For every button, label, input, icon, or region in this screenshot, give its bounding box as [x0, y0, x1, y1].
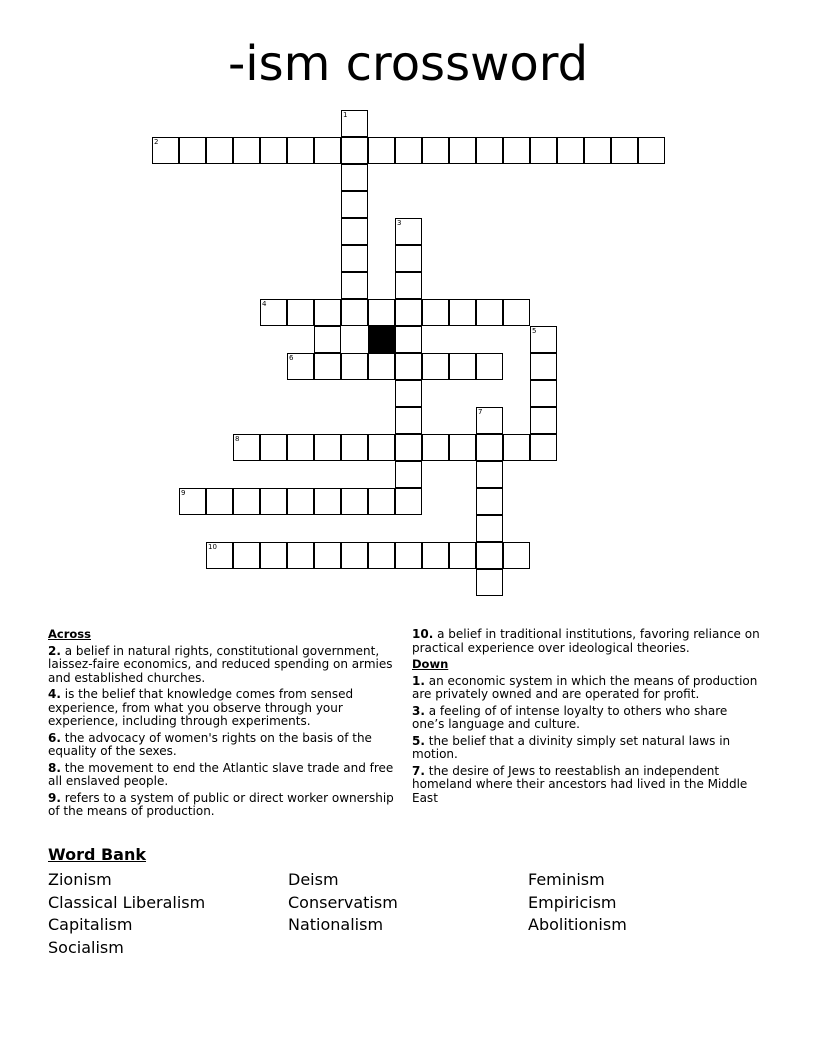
grid-cell[interactable] — [530, 137, 557, 164]
grid-cell[interactable] — [503, 542, 530, 569]
grid-cell[interactable] — [476, 299, 503, 326]
clue-number: 10 — [208, 543, 217, 551]
grid-cell[interactable] — [395, 299, 422, 326]
clue-item-number: 6. — [48, 730, 61, 745]
word-bank-item: Abolitionism — [528, 915, 627, 934]
clue-item-text: refers to a system of public or direct worker ownership of the means of production. — [48, 790, 394, 818]
grid-cell[interactable] — [368, 542, 395, 569]
grid-cell[interactable] — [530, 326, 557, 353]
word-bank-column-1 — [48, 869, 278, 959]
grid-cell[interactable] — [476, 353, 503, 380]
clue-item-number: 8. — [48, 760, 61, 775]
grid-cell[interactable] — [206, 542, 233, 569]
grid-cell[interactable] — [395, 542, 422, 569]
word-bank-item: Feminism — [528, 870, 605, 889]
grid-cell[interactable] — [422, 299, 449, 326]
grid-cell[interactable] — [287, 137, 314, 164]
grid-cell[interactable] — [611, 137, 638, 164]
clue-item — [48, 732, 398, 759]
word-bank-item: Nationalism — [288, 915, 384, 934]
word-bank-title: Word Bank — [48, 845, 147, 864]
clue-number: 4 — [262, 300, 267, 308]
word-bank-column-3 — [528, 869, 758, 937]
across-heading: Across — [48, 627, 91, 641]
clue-item — [412, 705, 762, 732]
grid-cell[interactable] — [449, 299, 476, 326]
clue-number: 2 — [154, 138, 159, 146]
grid-cell[interactable] — [314, 299, 341, 326]
grid-cell[interactable] — [287, 434, 314, 461]
clue-item-number: 3. — [412, 703, 425, 718]
grid-cell[interactable] — [314, 353, 341, 380]
word-bank-item: Classical Liberalism — [48, 892, 206, 912]
clue-item-number: 7. — [412, 763, 425, 778]
grid-cell[interactable] — [287, 488, 314, 515]
grid-cell[interactable] — [287, 542, 314, 569]
clue-number: 6 — [289, 354, 294, 362]
clue-item-text: a belief in traditional institutions, favoring reliance on practical experience over ideological theories. — [412, 627, 760, 655]
black-cell — [368, 326, 395, 353]
grid-cell[interactable] — [341, 299, 368, 326]
clues-right-column — [412, 628, 762, 808]
grid-cell[interactable] — [395, 461, 422, 488]
grid-cell[interactable] — [530, 380, 557, 407]
grid-cell[interactable] — [233, 137, 260, 164]
clue-number: 3 — [397, 219, 402, 227]
grid-cell[interactable] — [395, 137, 422, 164]
clue-item-number: 5. — [412, 733, 425, 748]
grid-cell[interactable] — [395, 407, 422, 434]
grid-cell[interactable] — [179, 488, 206, 515]
word-bank-item: Zionism — [48, 870, 112, 889]
grid-cell[interactable] — [422, 542, 449, 569]
grid-cell[interactable] — [395, 488, 422, 515]
grid-cell[interactable] — [530, 407, 557, 434]
clue-item — [412, 735, 762, 762]
grid-cell[interactable] — [476, 407, 503, 434]
grid-cell[interactable] — [341, 218, 368, 245]
clue-item-number: 2. — [48, 643, 61, 658]
grid-cell[interactable] — [314, 137, 341, 164]
grid-cell[interactable] — [260, 434, 287, 461]
grid-cell[interactable] — [206, 488, 233, 515]
grid-cell[interactable] — [503, 137, 530, 164]
grid-cell[interactable] — [476, 488, 503, 515]
grid-cell[interactable] — [395, 353, 422, 380]
clue-item-number: 10. — [412, 627, 434, 641]
clue-item-number: 9. — [48, 790, 61, 805]
grid-cell[interactable] — [260, 137, 287, 164]
page-title: -ism crossword — [227, 36, 589, 92]
grid-cell[interactable] — [476, 569, 503, 596]
grid-cell[interactable] — [206, 137, 233, 164]
across-clue-list — [48, 645, 398, 819]
clue-item-text: the movement to end the Atlantic slave trade and free all enslaved people. — [48, 760, 394, 788]
word-bank-item: Socialism — [48, 937, 124, 957]
grid-cell[interactable] — [233, 434, 260, 461]
grid-cell[interactable] — [314, 488, 341, 515]
clue-number: 9 — [181, 489, 186, 497]
clue-item-text: a feeling of of intense loyalty to others who share one’s language and culture. — [412, 703, 728, 731]
grid-cell[interactable] — [341, 164, 368, 191]
grid-cell[interactable] — [233, 488, 260, 515]
grid-cell[interactable] — [368, 299, 395, 326]
clue-number: 8 — [235, 435, 240, 443]
clue-item — [412, 628, 762, 655]
clue-item-number: 1. — [412, 673, 425, 688]
grid-cell[interactable] — [341, 110, 368, 137]
clue-item — [412, 675, 762, 702]
grid-cell[interactable] — [368, 434, 395, 461]
across-clue-list-continued — [412, 628, 762, 655]
clue-number: 5 — [532, 327, 537, 335]
grid-cell[interactable] — [422, 137, 449, 164]
grid-cell[interactable] — [449, 137, 476, 164]
grid-cell[interactable] — [530, 353, 557, 380]
clue-item-number: 4. — [48, 687, 61, 701]
clue-number: 7 — [478, 408, 483, 416]
clue-item — [48, 792, 398, 819]
grid-cell[interactable] — [233, 542, 260, 569]
grid-cell[interactable] — [341, 245, 368, 272]
grid-cell[interactable] — [260, 299, 287, 326]
grid-cell[interactable] — [395, 380, 422, 407]
clue-item-text: the advocacy of women's rights on the basis of the equality of the sexes. — [48, 730, 372, 758]
clue-item-text: is the belief that knowledge comes from sensed experience, from what you observe through your experience, including through experiments. — [48, 687, 354, 728]
grid-cell[interactable] — [287, 299, 314, 326]
grid-cell[interactable] — [341, 488, 368, 515]
down-heading: Down — [412, 657, 449, 671]
clue-item — [48, 645, 398, 686]
grid-cell[interactable] — [152, 137, 179, 164]
grid-cell[interactable] — [476, 461, 503, 488]
clue-number: 1 — [343, 111, 348, 119]
grid-cell[interactable] — [395, 434, 422, 461]
grid-cell[interactable] — [395, 272, 422, 299]
grid-cell[interactable] — [476, 542, 503, 569]
grid-cell[interactable] — [368, 353, 395, 380]
grid-cell[interactable] — [422, 353, 449, 380]
grid-cell[interactable] — [422, 434, 449, 461]
grid-cell[interactable] — [584, 137, 611, 164]
word-bank-item: Empiricism — [528, 892, 617, 912]
grid-cell[interactable] — [368, 137, 395, 164]
clue-item — [412, 765, 762, 806]
word-bank-item: Conservatism — [288, 892, 398, 912]
grid-cell[interactable] — [260, 542, 287, 569]
grid-cell[interactable] — [476, 137, 503, 164]
grid-cell[interactable] — [179, 137, 206, 164]
grid-cell[interactable] — [368, 488, 395, 515]
clue-item — [48, 762, 398, 789]
word-bank-item: Capitalism — [48, 915, 133, 934]
grid-cell[interactable] — [530, 434, 557, 461]
grid-cell[interactable] — [341, 542, 368, 569]
word-bank — [48, 845, 808, 957]
grid-cell[interactable] — [503, 299, 530, 326]
clue-item-text: a belief in natural rights, constitutional government, laissez-faire economics, and reduced spending on armies and established churches. — [48, 643, 393, 685]
grid-cell[interactable] — [476, 434, 503, 461]
word-bank-item: Deism — [288, 870, 339, 889]
grid-cell[interactable] — [341, 272, 368, 299]
clue-item-text: the belief that a divinity simply set natural laws in motion. — [412, 733, 731, 761]
grid-cell[interactable] — [314, 326, 341, 353]
grid-cell[interactable] — [449, 542, 476, 569]
down-clue-list — [412, 675, 762, 806]
grid-cell[interactable] — [557, 137, 584, 164]
grid-cell[interactable] — [395, 326, 422, 353]
grid-cell[interactable] — [476, 515, 503, 542]
clue-item — [48, 688, 398, 729]
grid-cell[interactable] — [638, 137, 665, 164]
word-bank-column-2 — [288, 869, 518, 937]
grid-cell[interactable] — [341, 137, 368, 164]
grid-cell[interactable] — [449, 434, 476, 461]
clue-item-text: the desire of Jews to reestablish an independent homeland where their ancestors had lived in the Middle East — [412, 763, 748, 805]
grid-cell[interactable] — [449, 353, 476, 380]
grid-cell[interactable] — [395, 245, 422, 272]
grid-cell[interactable] — [341, 353, 368, 380]
grid-cell[interactable] — [314, 542, 341, 569]
clue-item-text: an economic system in which the means of production are privately owned and are operated for profit. — [412, 673, 758, 701]
grid-cell[interactable] — [287, 353, 314, 380]
grid-cell[interactable] — [314, 434, 341, 461]
grid-cell[interactable] — [395, 218, 422, 245]
grid-cell[interactable] — [503, 434, 530, 461]
grid-cell[interactable] — [341, 434, 368, 461]
grid-cell[interactable] — [341, 191, 368, 218]
grid-cell[interactable] — [260, 488, 287, 515]
clues-left-column — [48, 628, 398, 822]
